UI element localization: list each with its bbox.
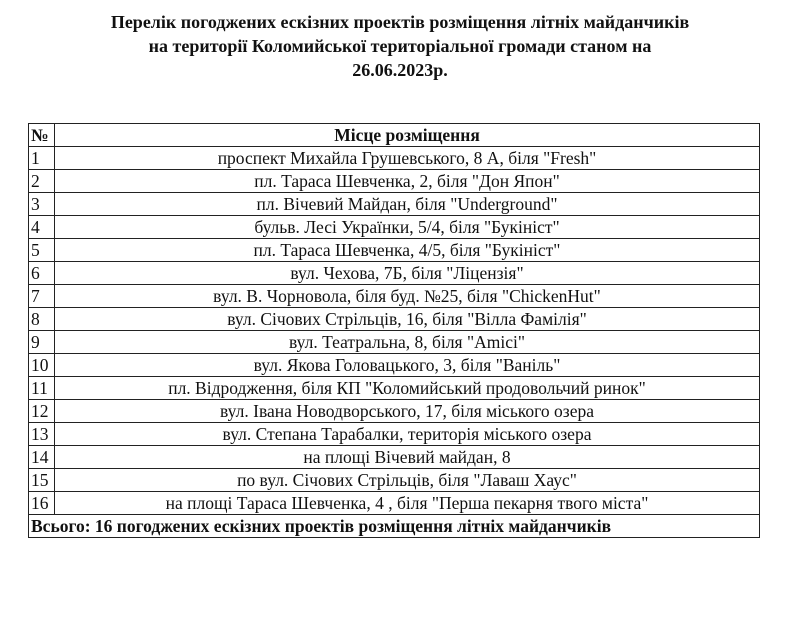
table-row (29, 147, 760, 170)
locations-table (28, 123, 760, 538)
table-row (29, 377, 760, 400)
row-number: 1 (29, 147, 55, 170)
table-row (29, 216, 760, 239)
row-place: вул. В. Чорновола, біля буд. №25, біля "ChickenHut" (55, 285, 760, 308)
row-place: вул. Театральна, 8, біля "Amici" (55, 331, 760, 354)
row-number: 3 (29, 193, 55, 216)
row-number: 12 (29, 400, 55, 423)
title-line-1: Перелік погоджених ескізних проектів розміщення літніх майданчиків (110, 12, 690, 32)
table-total-row (29, 515, 760, 538)
row-number: 10 (29, 354, 55, 377)
row-place: вул. Івана Новодворського, 17, біля міського озера (55, 400, 760, 423)
row-number: 4 (29, 216, 55, 239)
table-row (29, 170, 760, 193)
row-number: 14 (29, 446, 55, 469)
table-row (29, 331, 760, 354)
row-number: 9 (29, 331, 55, 354)
table-row (29, 354, 760, 377)
row-place: пл. Тараса Шевченка, 4/5, біля "Букініст" (55, 239, 760, 262)
row-place: пл. Тараса Шевченка, 2, біля "Дон Япон" (55, 170, 760, 193)
row-place: по вул. Січових Стрільців, біля "Лаваш Хаус" (55, 469, 760, 492)
table-row (29, 446, 760, 469)
table-row (29, 469, 760, 492)
header-place: Місце розміщення (55, 124, 760, 147)
row-place: на площі Вічевий майдан, 8 (55, 446, 760, 469)
table-row (29, 262, 760, 285)
row-number: 8 (29, 308, 55, 331)
row-place: вул. Степана Тарабалки, територія міського озера (55, 423, 760, 446)
row-number: 5 (29, 239, 55, 262)
row-place: проспект Михайла Грушевського, 8 А, біля "Fresh" (55, 147, 760, 170)
row-place: пл. Вічевий Майдан, біля "Underground" (55, 193, 760, 216)
row-number: 13 (29, 423, 55, 446)
row-number: 16 (29, 492, 55, 515)
table-row (29, 492, 760, 515)
row-number: 6 (29, 262, 55, 285)
table-row (29, 285, 760, 308)
table-row (29, 308, 760, 331)
row-number: 15 (29, 469, 55, 492)
table-header-row (29, 124, 760, 147)
row-place: бульв. Лесі Українки, 5/4, біля "Букініст" (55, 216, 760, 239)
header-number: № (29, 124, 55, 147)
table-row (29, 423, 760, 446)
document-title (0, 10, 800, 82)
table-row (29, 400, 760, 423)
row-number: 2 (29, 170, 55, 193)
title-line-3: 26.06.2023р. (352, 60, 448, 80)
row-place: вул. Січових Стрільців, 16, біля "Вілла Фамілія" (55, 308, 760, 331)
table-row (29, 239, 760, 262)
total-cell: Всього: 16 погоджених ескізних проектів розміщення літніх майданчиків (29, 515, 760, 538)
row-number: 11 (29, 377, 55, 400)
title-line-2: на території Коломийської територіальної громади станом на (148, 36, 652, 56)
row-place: на площі Тараса Шевченка, 4 , біля "Перша пекарня твого міста" (55, 492, 760, 515)
row-place: пл. Відродження, біля КП "Коломийський продовольчий ринок" (55, 377, 760, 400)
row-number: 7 (29, 285, 55, 308)
row-place: вул. Якова Головацького, 3, біля "Ваніль" (55, 354, 760, 377)
table-row (29, 193, 760, 216)
row-place: вул. Чехова, 7Б, біля "Ліцензія" (55, 262, 760, 285)
